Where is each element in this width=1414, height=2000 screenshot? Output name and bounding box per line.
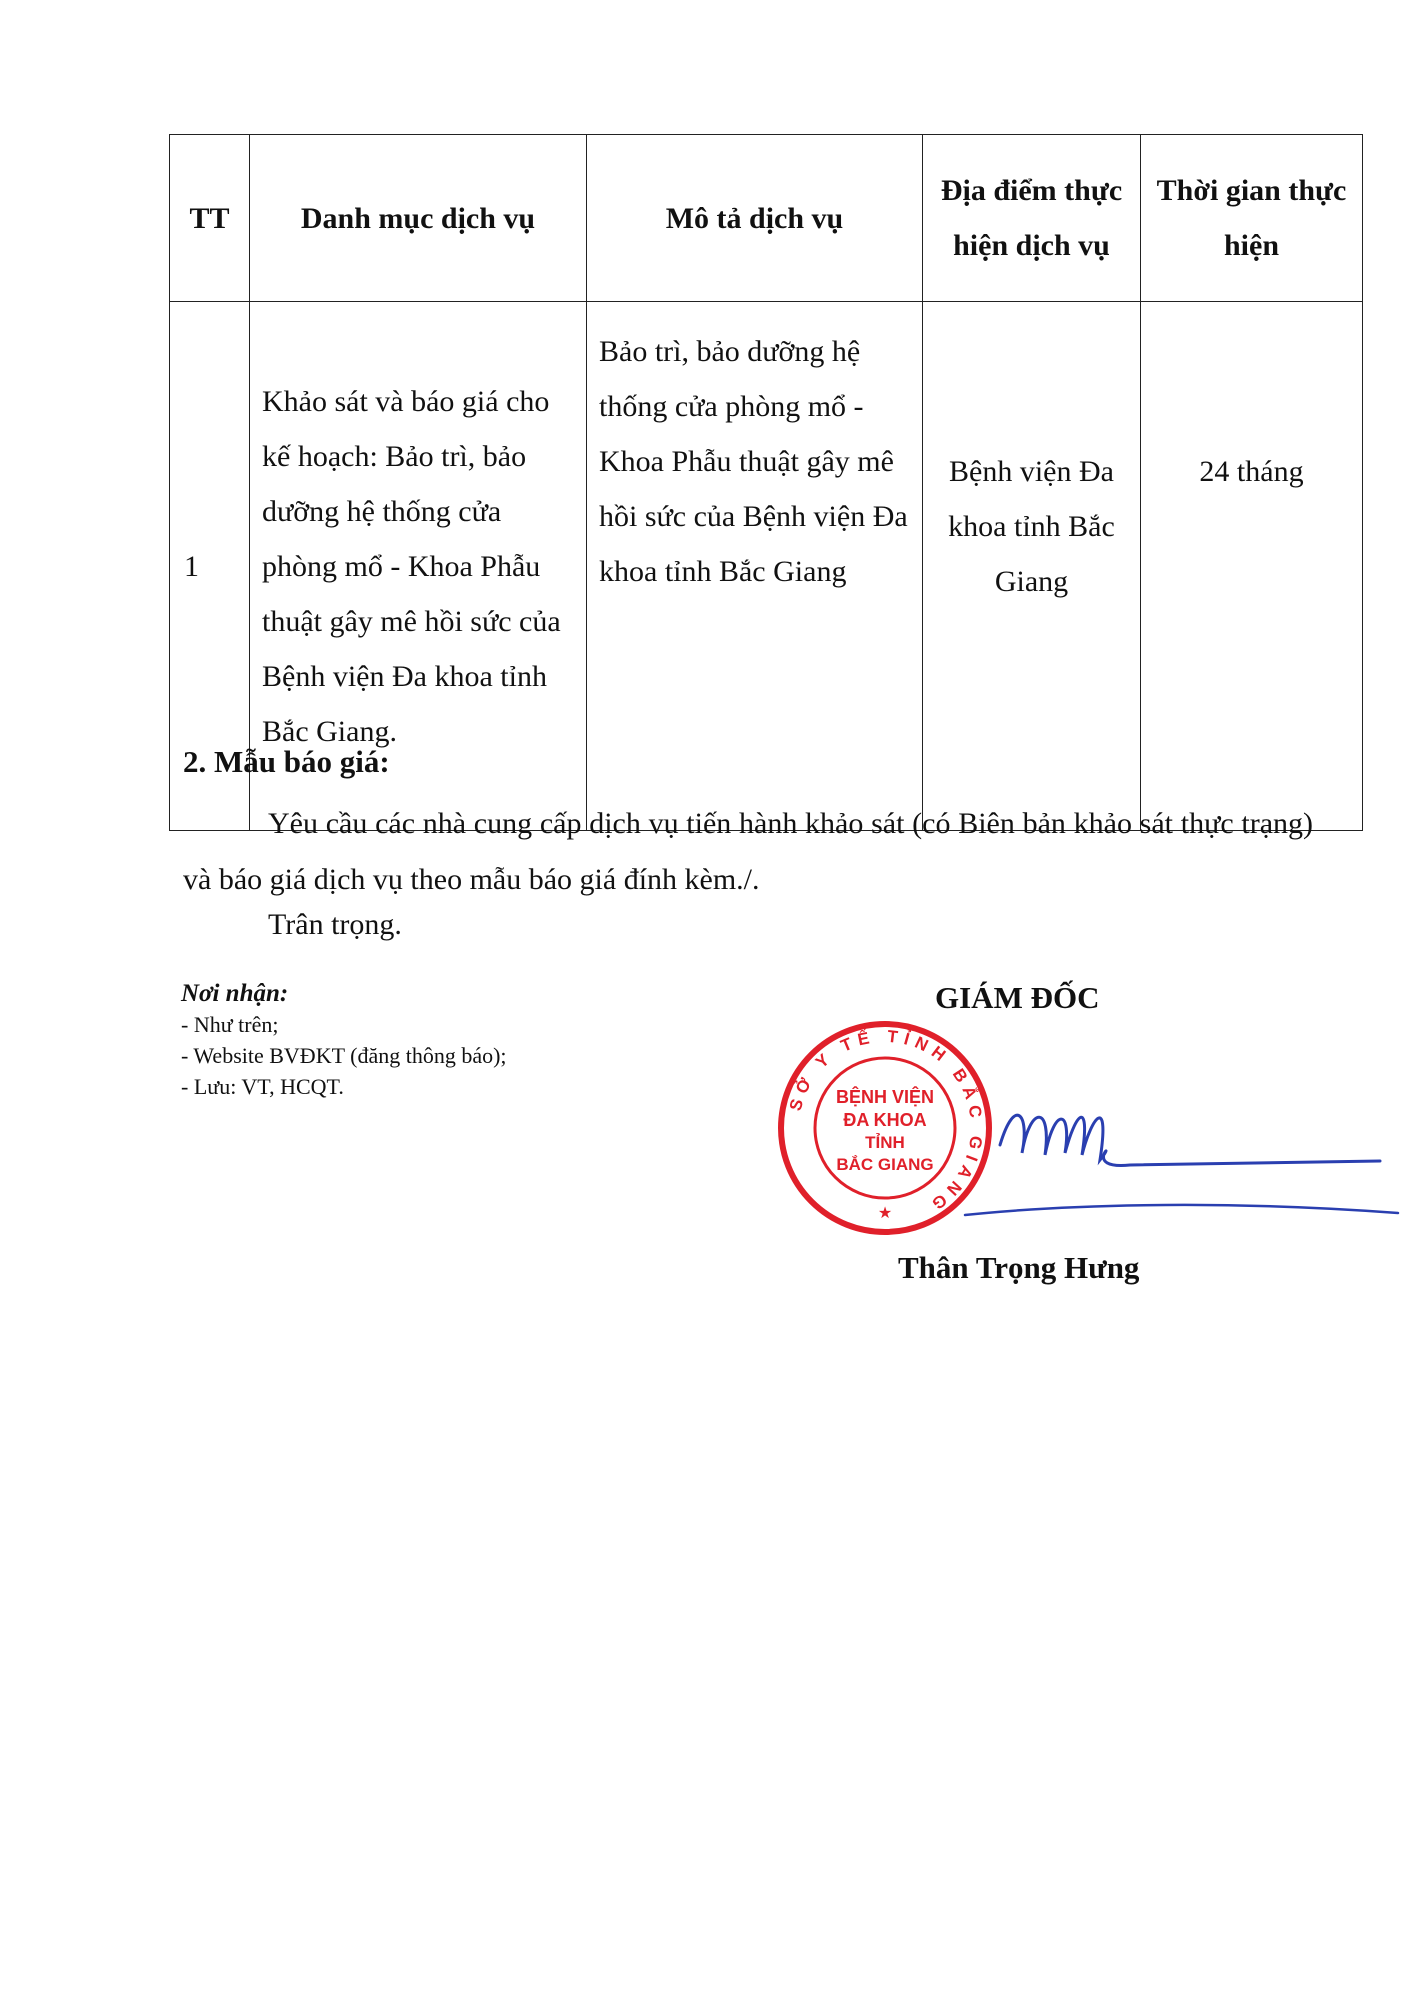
stamp-line-4: BẮC GIANG: [836, 1155, 934, 1174]
stamp-line-1: BỆNH VIỆN: [835, 1087, 935, 1107]
cell-category: Khảo sát và báo giá cho kế hoạch: Bảo trì, bảo dưỡng hệ thống cửa phòng mổ - Khoa Phẫu thuật gây mê hồi sức của Bệnh viện Đa khoa tỉnh Bắc Giang.: [250, 302, 587, 831]
recipients-title: Nơi nhận:: [181, 980, 289, 1007]
section-title: 2. Mẫu báo giá:: [183, 744, 390, 779]
recipient-item: - Như trên;: [181, 1012, 279, 1037]
cell-description: Bảo trì, bảo dưỡng hệ thống cửa phòng mổ - Khoa Phẫu thuật gây mê hồi sức của Bệnh viện Đa khoa tỉnh Bắc Giang: [587, 302, 923, 831]
header-description: Mô tả dịch vụ: [587, 135, 923, 302]
header-category: Danh mục dịch vụ: [250, 135, 587, 302]
stamp-line-2: ĐA KHOA: [843, 1110, 927, 1130]
stamp-line-3: TỈNH: [865, 1133, 905, 1152]
recipient-item: - Website BVĐKT (đăng thông báo);: [181, 1043, 507, 1068]
svg-text:★: ★: [877, 1205, 893, 1222]
signer-name: Thân Trọng Hưng: [898, 1250, 1140, 1285]
cell-tt: 1: [170, 302, 250, 831]
header-tt: TT: [170, 135, 250, 302]
recipient-item: - Lưu: VT, HCQT.: [181, 1074, 344, 1099]
header-time: Thời gian thực hiện: [1141, 135, 1363, 302]
table-header-row: [170, 135, 1363, 302]
closing-regards: Trân trọng.: [268, 908, 402, 941]
signature-icon: [960, 1075, 1400, 1235]
recipients-block: [181, 978, 507, 1102]
cell-location: Bệnh viện Đa khoa tỉnh Bắc Giang: [923, 302, 1141, 831]
service-table: [169, 134, 1363, 831]
header-location: Địa điểm thực hiện dịch vụ: [923, 135, 1141, 302]
stamp-outer-text: SỞ Y TẾ TỈNH BẮC GIANG: [785, 1026, 987, 1217]
cell-time: 24 tháng: [1141, 302, 1363, 831]
director-title: GIÁM ĐỐC: [935, 980, 1100, 1015]
body-paragraph: Yêu cầu các nhà cung cấp dịch vụ tiến hành khảo sát (có Biên bản khảo sát thực trạng) và báo giá dịch vụ theo mẫu báo giá đính kèm./.: [183, 807, 1313, 896]
